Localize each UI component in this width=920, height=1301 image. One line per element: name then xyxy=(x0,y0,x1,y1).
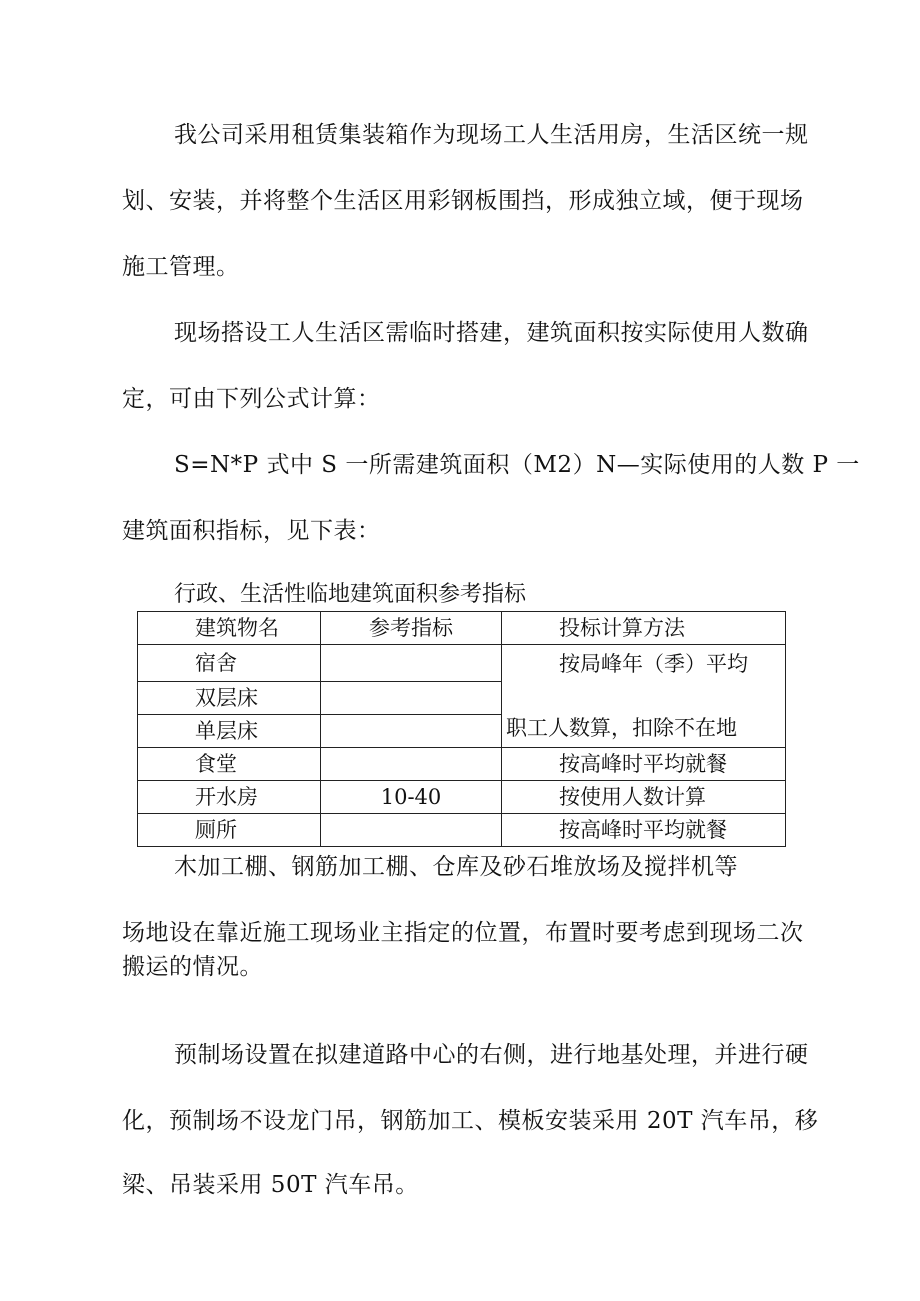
row-ref xyxy=(321,814,502,847)
row-name: 双层床 xyxy=(138,682,321,715)
row-ref xyxy=(321,748,502,781)
row-name: 食堂 xyxy=(138,748,321,781)
paragraph-4-line-1: 木加工棚、钢筋加工棚、仓库及砂石堆放场及搅拌机等 xyxy=(174,854,738,880)
table-row xyxy=(138,645,786,682)
table-row xyxy=(138,781,786,814)
paragraph-5-line-3: 梁、吊装采用 50T 汽车吊。 xyxy=(122,1172,419,1198)
merged-method-cell xyxy=(502,645,786,748)
paragraph-5-line-2: 化 ， 预 制 场 不 设 龙 门 吊 ， 钢 筋 加 工 、 模 板 安 装 采 用 2 0 T 汽 车 吊 ， 移 xyxy=(122,1108,819,1134)
paragraph-3-line-2: 建筑面积指标，见下表： xyxy=(122,518,381,544)
paragraph-4-line-2: 场 地 设 在 靠 近 施 工 现 场 业 主 指 定 的 位 置 ， 布 置 时 要 考 虑 到 现 场 二 次 xyxy=(122,920,804,946)
table-row xyxy=(138,748,786,781)
paragraph-3-line-1: S = N * P 式 中 S 一 所 需 建 筑 面 积 （ M 2 ） N — 实 际 使 用 的 人 数 P 一 xyxy=(174,452,860,478)
paragraph-2-line-2: 定，可由下列公式计算： xyxy=(122,386,381,412)
paragraph-5-line-1: 预 制 场 设 置 在 拟 建 道 路 中 心 的 右 侧 ， 进 行 地 基 处 理 ， 并 进 行 硬 xyxy=(174,1042,809,1068)
row-name: 单层床 xyxy=(138,715,321,748)
table-row xyxy=(138,814,786,847)
paragraph-1-line-1: 我 公 司 采 用 租 赁 集 装 箱 作 为 现 场 工 人 生 活 用 房 ， 生 活 区 统 一 规 xyxy=(174,122,809,148)
merged-method-line-2: 职工人数算，扣除不在地 xyxy=(506,716,737,740)
row-ref xyxy=(321,682,502,715)
paragraph-2-line-1: 现 场 搭 设 工 人 生 活 区 需 临 时 搭 建 ， 建 筑 面 积 按 实 际 使 用 人 数 确 xyxy=(174,320,809,346)
paragraph-1-line-2: 划 、 安 装 ， 并 将 整 个 生 活 区 用 彩 钢 板 围 挡 ， 形 成 独 立 域 ， 便 于 现 场 xyxy=(122,188,804,214)
row-ref: 10-40 xyxy=(321,781,502,814)
table-header-row xyxy=(138,612,786,645)
merged-method-line-1: 按局峰年（季）平均 xyxy=(559,652,748,676)
row-method: 按高峰时平均就餐 xyxy=(502,814,786,847)
paragraph-4-line-3: 搬运的情况。 xyxy=(122,954,263,980)
header-reference-index: 参考指标 xyxy=(321,612,502,645)
paragraph-1-line-3: 施工管理。 xyxy=(122,254,240,280)
row-method: 按高峰时平均就餐 xyxy=(502,748,786,781)
row-ref xyxy=(321,645,502,682)
row-ref xyxy=(321,715,502,748)
header-building-name: 建筑物名 xyxy=(138,612,321,645)
row-name: 宿舍 xyxy=(138,645,321,682)
row-name: 厕所 xyxy=(138,814,321,847)
header-calc-method: 投标计算方法 xyxy=(502,612,786,645)
row-method: 按使用人数计算 xyxy=(502,781,786,814)
table-caption: 行政、生活性临地建筑面积参考指标 xyxy=(174,582,527,607)
reference-table xyxy=(137,611,786,847)
row-name: 开水房 xyxy=(138,781,321,814)
